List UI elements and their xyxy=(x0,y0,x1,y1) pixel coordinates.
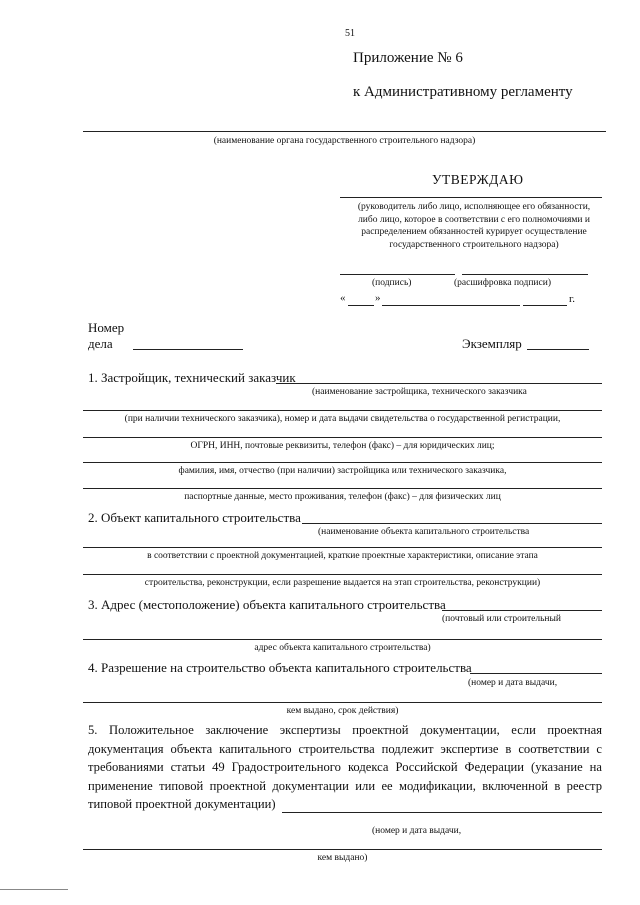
section1-caption-4: паспортные данные, место проживания, телефон (факс) – для физических лиц xyxy=(184,492,501,502)
section4-caption-0: (номер и дата выдачи, xyxy=(468,678,558,688)
section4-title: 4. Разрешение на строительство объекта капитального строительства xyxy=(88,660,472,675)
section2-line-1 xyxy=(83,547,602,548)
section1-line-2 xyxy=(83,437,602,438)
case-number-label: Номер xyxy=(88,320,125,335)
section2-line-2 xyxy=(83,574,602,575)
section1-line-4 xyxy=(83,488,602,489)
section3-line-0 xyxy=(442,610,602,611)
section3-caption-1: адрес объекта капитального строительства) xyxy=(254,643,431,653)
section5-paragraph: 5. Положительное заключение экспертизы проектной документации, если проектная документация объекта капитального строительства подлежит экспертизе в соответствии с требованиями статьи 49 Градостроительного кодекса Российской Федерации (указание на применение типовой проектной документации или ее модификации, включенной в реестр типовой проектной документации) xyxy=(88,723,602,811)
approver-caption: (руководитель либо лицо, исполняющее его обязанности, либо лицо, которое в соответствии с его полномочиями и распределением обязанностей курирует осуществление государственного строительного надзора) xyxy=(357,202,591,250)
authority-caption: (наименование органа государственного строительного надзора) xyxy=(213,136,476,146)
section2-caption-1: в соответствии с проектной документацией, краткие проектные характеристики, описание этапа xyxy=(147,551,538,561)
section5-line-1 xyxy=(83,849,602,850)
appendix-title: Приложение № 6 xyxy=(353,50,463,66)
section5-line-0 xyxy=(282,812,602,813)
case-label: дела xyxy=(88,336,113,351)
section4-line-1 xyxy=(83,702,602,703)
section1-line-1 xyxy=(83,410,602,411)
section1-line-3 xyxy=(83,462,602,463)
case-number-line xyxy=(133,349,243,350)
section2-caption-2: строительства, реконструкции, если разрешение выдается на этап строительства, реконструкции) xyxy=(144,578,541,588)
section3-caption-0: (почтовый или строительный xyxy=(442,614,561,624)
section5-caption-1: кем выдано) xyxy=(317,853,368,863)
authority-line xyxy=(83,131,606,132)
date-open-quote: « xyxy=(340,292,346,304)
section2-title: 2. Объект капитального строительства xyxy=(88,510,301,525)
section1-title: 1. Застройщик, технический заказчик xyxy=(88,370,296,385)
date-year-suffix: г. xyxy=(569,293,576,305)
footnote-separator xyxy=(0,889,68,890)
decoding-line xyxy=(462,274,588,275)
section2-caption-0: (наименование объекта капитального строительства xyxy=(318,527,530,537)
section1-caption-0: (наименование застройщика, технического заказчика xyxy=(312,387,527,397)
section3-title: 3. Адрес (местоположение) объекта капитального строительства xyxy=(88,597,446,612)
signature-line xyxy=(340,274,455,275)
date-month-line xyxy=(382,305,520,306)
copy-line xyxy=(527,349,589,350)
date-year-line xyxy=(523,305,567,306)
approval-title: УТВЕРЖДАЮ xyxy=(432,172,524,187)
date-close-quote: » xyxy=(375,292,381,304)
approver-line xyxy=(340,197,602,198)
copy-label: Экземпляр xyxy=(462,336,522,351)
section1-line-0 xyxy=(276,383,602,384)
section3-line-1 xyxy=(83,639,602,640)
decoding-caption: (расшифровка подписи) xyxy=(454,278,551,288)
signature-caption: (подпись) xyxy=(372,278,412,288)
section1-caption-2: ОГРН, ИНН, почтовые реквизиты, телефон (факс) – для юридических лиц; xyxy=(190,441,495,451)
section5-caption-0: (номер и дата выдачи, xyxy=(372,826,462,836)
date-day-line xyxy=(348,305,374,306)
regulation-reference: к Административному регламенту xyxy=(353,84,573,100)
section2-line-0 xyxy=(302,523,602,524)
section1-caption-3: фамилия, имя, отчество (при наличии) застройщика или технического заказчика, xyxy=(178,466,507,476)
section4-line-0 xyxy=(470,673,602,674)
page-number: 51 xyxy=(345,28,355,39)
section4-caption-1: кем выдано, срок действия) xyxy=(286,706,399,716)
section1-caption-1: (при наличии технического заказчика), номер и дата выдачи свидетельства о государственной регистрации, xyxy=(124,414,561,424)
